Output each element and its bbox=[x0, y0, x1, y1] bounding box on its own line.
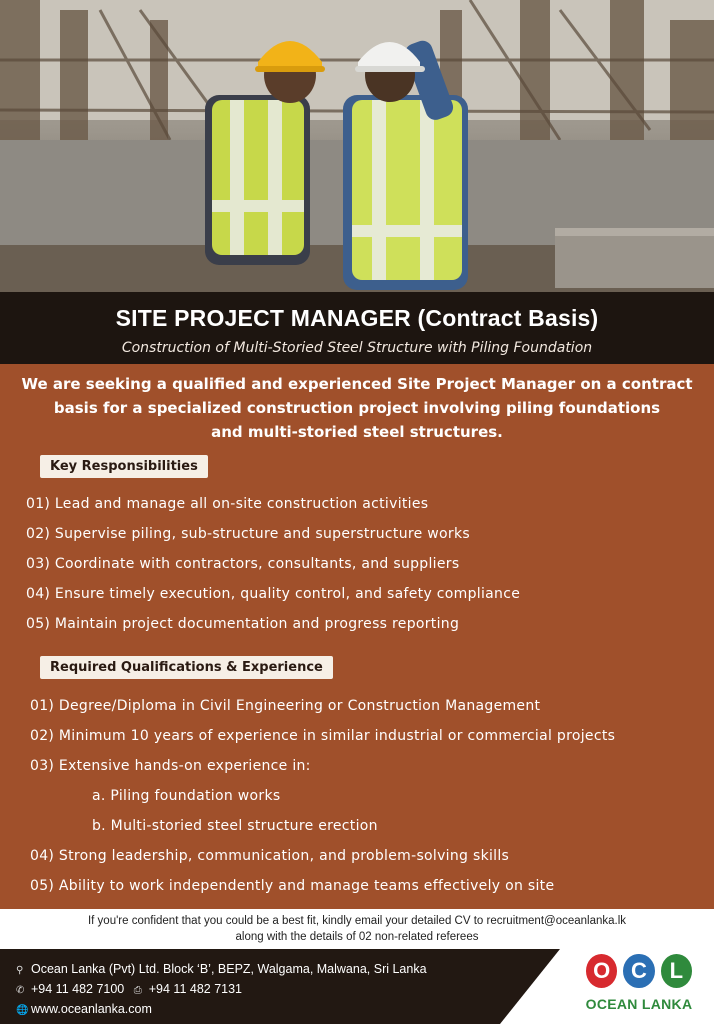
logo-letter-o: O bbox=[584, 952, 619, 990]
list-item: 05) Ability to work independently and manage teams effectively on site bbox=[30, 878, 555, 894]
phone-icon: ✆ bbox=[16, 985, 25, 996]
logo-letter-c: C bbox=[621, 952, 656, 990]
list-item: 04) Ensure timely execution, quality control, and safety compliance bbox=[26, 586, 521, 602]
logo-letters bbox=[584, 952, 694, 996]
job-title: SITE PROJECT MANAGER (Contract Basis) bbox=[115, 305, 599, 331]
ocean-lanka-logo bbox=[584, 952, 694, 1020]
contact-block bbox=[16, 960, 427, 1020]
list-item: 03) Coordinate with contractors, consultants, and suppliers bbox=[26, 556, 460, 572]
list-subitem: a. Piling foundation works bbox=[92, 788, 281, 804]
address-text: Ocean Lanka (Pvt) Ltd. Block ‘B’, BEPZ, Walgama, Malwana, Sri Lanka bbox=[31, 962, 427, 976]
qualifications-list bbox=[30, 691, 615, 901]
cta-text bbox=[0, 913, 714, 945]
globe-icon: 🌐 bbox=[16, 1005, 29, 1016]
list-item: 01) Lead and manage all on-site construction activities bbox=[26, 496, 429, 512]
list-item: 02) Supervise piling, sub-structure and superstructure works bbox=[26, 526, 470, 542]
website-row bbox=[16, 1000, 427, 1020]
logo-letter-l: L bbox=[659, 952, 694, 990]
fax-icon: ⎙ bbox=[133, 985, 142, 996]
list-item: 02) Minimum 10 years of experience in similar industrial or commercial projects bbox=[30, 728, 616, 744]
location-pin-icon: ⚲ bbox=[16, 965, 24, 976]
website-link[interactable]: www.oceanlanka.com bbox=[31, 1002, 152, 1016]
qualifications-heading: Required Qualifications & Experience bbox=[40, 656, 333, 679]
phone-row bbox=[16, 980, 427, 1000]
intro-line: and multi-storied steel structures. bbox=[211, 423, 503, 441]
list-subitem: b. Multi-storied steel structure erection bbox=[92, 818, 378, 834]
intro-line: basis for a specialized construction project involving piling foundations bbox=[53, 399, 661, 417]
responsibilities-list bbox=[26, 489, 520, 639]
fax-number[interactable]: +94 11 482 7131 bbox=[148, 982, 243, 996]
list-item: 03) Extensive hands-on experience in: bbox=[30, 758, 311, 774]
responsibilities-heading: Key Responsibilities bbox=[40, 455, 208, 478]
cta-line: along with the details of 02 non-related referees bbox=[235, 931, 479, 943]
list-item: 01) Degree/Diploma in Civil Engineering or Construction Management bbox=[30, 698, 541, 714]
job-subtitle: Construction of Multi-Storied Steel Structure with Piling Foundation bbox=[121, 340, 593, 356]
list-item: 05) Maintain project documentation and progress reporting bbox=[26, 616, 460, 632]
construction-photo bbox=[0, 0, 714, 292]
phone-number[interactable]: +94 11 482 7100 bbox=[31, 982, 125, 996]
intro-line: We are seeking a qualified and experienced Site Project Manager on a contract bbox=[21, 375, 693, 393]
cta-line: If you're confident that you could be a best fit, kindly email your detailed CV to recruitment@oceanlanka.lk bbox=[87, 915, 627, 927]
logo-name: OCEAN LANKA bbox=[585, 996, 693, 1012]
list-item: 04) Strong leadership, communication, and problem-solving skills bbox=[30, 848, 510, 864]
intro-paragraph bbox=[20, 372, 694, 444]
address-row bbox=[16, 960, 427, 980]
